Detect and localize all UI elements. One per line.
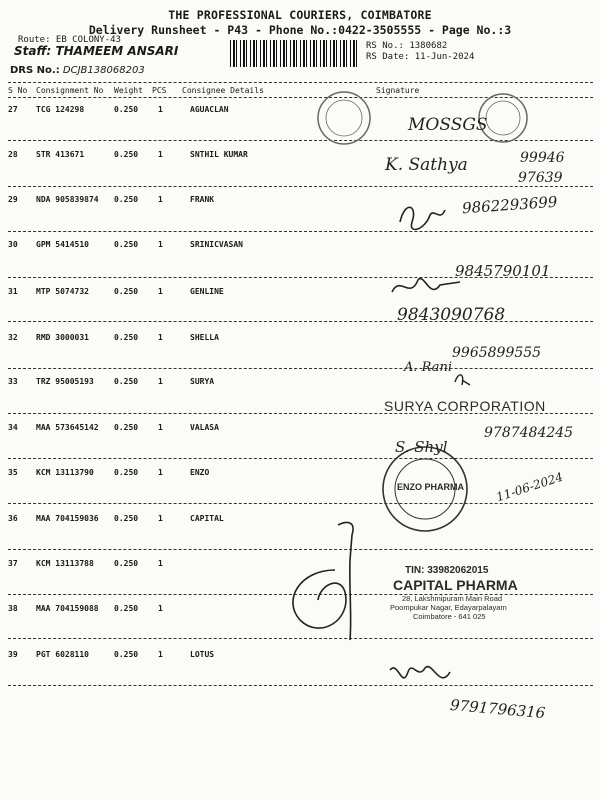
handwriting-r34-name: S. Shyl <box>395 438 448 456</box>
cell-consignment: MAA 704159088 <box>36 604 99 613</box>
cell-consignment: TCG 124298 <box>36 105 85 114</box>
capital-tin: TIN: 33982062015 <box>405 565 489 576</box>
cell-weight: 0.250 <box>114 468 139 477</box>
enzo-stamp-text: ENZO PHARMA <box>397 482 464 492</box>
cell-sno: 31 <box>8 287 18 296</box>
cell-weight: 0.250 <box>114 423 139 432</box>
cell-weight: 0.250 <box>114 195 139 204</box>
cell-pcs: 1 <box>158 240 163 249</box>
handwriting-r28-phone1: 99946 <box>520 150 565 166</box>
cell-pcs: 1 <box>158 105 163 114</box>
cell-sno: 39 <box>8 650 18 659</box>
cell-sno: 33 <box>8 377 18 386</box>
cell-sno: 36 <box>8 514 18 523</box>
cell-consignment: RMD 3000031 <box>36 333 89 342</box>
cell-weight: 0.250 <box>114 333 139 342</box>
cell-consignment: TRZ 95005193 <box>36 377 94 386</box>
cell-consignment: NDA 905839874 <box>36 195 99 204</box>
cell-consignee: SHELLA <box>190 333 219 342</box>
cell-sno: 38 <box>8 604 18 613</box>
cell-pcs: 1 <box>158 423 163 432</box>
cell-pcs: 1 <box>158 377 163 386</box>
cell-consignment: KCM 13113788 <box>36 559 94 568</box>
handwriting-r28-phone2: 97639 <box>518 170 563 186</box>
cell-weight: 0.250 <box>114 514 139 523</box>
handwriting-r32-phone: 9965899555 <box>452 345 542 361</box>
handwriting-r34-phone: 9787484245 <box>484 425 574 441</box>
cell-weight: 0.250 <box>114 287 139 296</box>
handwriting-r29: 9862293699 <box>461 192 558 218</box>
cell-consignee: AGUACLAN <box>190 105 229 114</box>
cell-consignee: GENLINE <box>190 287 224 296</box>
cell-sno: 30 <box>8 240 18 249</box>
cell-weight: 0.250 <box>114 650 139 659</box>
handwriting-r27: MOSSGS <box>408 115 488 135</box>
cell-weight: 0.250 <box>114 604 139 613</box>
staff-label: Staff: THAMEEM ANSARI <box>14 44 179 58</box>
handwriting-r30: 9845790101 <box>455 262 551 280</box>
cell-consignment: PGT 6028110 <box>36 650 89 659</box>
company-title: THE PROFESSIONAL COURIERS, COIMBATORE <box>168 8 432 22</box>
col-pcs: PCS <box>152 86 167 95</box>
cell-sno: 29 <box>8 195 18 204</box>
cell-consignee: FRANK <box>190 195 215 204</box>
surya-stamp: SURYA CORPORATION <box>384 398 546 414</box>
cell-pcs: 1 <box>158 287 163 296</box>
cell-weight: 0.250 <box>114 240 139 249</box>
genline-signature <box>392 279 460 292</box>
rs-date: RS Date: 11-Jun-2024 <box>366 52 475 62</box>
handwriting-r35: 11-06-2024 <box>494 469 565 505</box>
cell-weight: 0.250 <box>114 105 139 114</box>
drs-value: DCJB138068203 <box>62 65 145 76</box>
capital-address-3: Coimbatore - 641 025 <box>413 612 486 621</box>
cell-sno: 28 <box>8 150 18 159</box>
cell-consignment: MAA 573645142 <box>36 423 99 432</box>
cell-pcs: 1 <box>158 468 163 477</box>
col-consignee: Consignee Details <box>182 86 264 95</box>
lotus-signature <box>390 667 450 678</box>
surya-sign <box>455 375 470 385</box>
capital-address-1: 28, Lakshmipuram Main Road <box>402 594 503 603</box>
cell-sno: 34 <box>8 423 18 432</box>
cell-consignment: MAA 704159036 <box>36 514 99 523</box>
cell-pcs: 1 <box>158 150 163 159</box>
col-consignment: Consignment No <box>36 86 104 95</box>
cell-pcs: 1 <box>158 559 163 568</box>
handwriting-r31: 9843090768 <box>397 305 506 325</box>
cell-pcs: 1 <box>158 604 163 613</box>
runsheet-title: Delivery Runsheet - P43 - Phone No.:0422-3505555 - Page No.:3 <box>88 23 512 37</box>
signature-scribble <box>293 522 353 640</box>
cell-consignment: MTP 5074732 <box>36 287 89 296</box>
cell-pcs: 1 <box>158 650 163 659</box>
handwriting-r32-name: A. Rani <box>404 360 453 375</box>
cell-pcs: 1 <box>158 514 163 523</box>
col-sno: S No <box>8 86 28 95</box>
cell-sno: 37 <box>8 559 18 568</box>
cell-sno: 32 <box>8 333 18 342</box>
cell-consignee: VALASA <box>190 423 219 432</box>
cell-consignment: STR 413671 <box>36 150 85 159</box>
cell-consignee: ENZO <box>190 468 210 477</box>
capital-address-2: Poompukar Nagar, Edayarpalayam <box>390 603 507 612</box>
handwriting-r28: K. Sathya <box>385 155 468 175</box>
cell-consignment: KCM 13113790 <box>36 468 94 477</box>
cell-consignment: GPM 5414510 <box>36 240 89 249</box>
frank-signature <box>400 207 445 229</box>
cell-weight: 0.250 <box>114 150 139 159</box>
route-label: Route: EB COLONY-43 <box>18 35 121 45</box>
handwriting-r39: 9791796316 <box>449 695 547 723</box>
cell-consignee: SURYA <box>190 377 215 386</box>
col-signature: Signature <box>376 86 420 95</box>
cell-consignee: LOTUS <box>190 650 215 659</box>
cell-weight: 0.250 <box>114 377 139 386</box>
cell-sno: 27 <box>8 105 18 114</box>
col-weight: Weight <box>114 86 143 95</box>
cell-pcs: 1 <box>158 333 163 342</box>
cell-pcs: 1 <box>158 195 163 204</box>
capital-name: CAPITAL PHARMA <box>393 577 518 593</box>
cell-consignee: CAPITAL <box>190 514 224 523</box>
rs-number: RS No.: 1380682 <box>366 41 448 51</box>
cell-consignee: SRINICVASAN <box>190 240 243 249</box>
cell-sno: 35 <box>8 468 18 477</box>
cell-consignee: SNTHIL KUMAR <box>190 150 248 159</box>
cell-weight: 0.250 <box>114 559 139 568</box>
drs-label: DRS No.: <box>10 65 60 76</box>
